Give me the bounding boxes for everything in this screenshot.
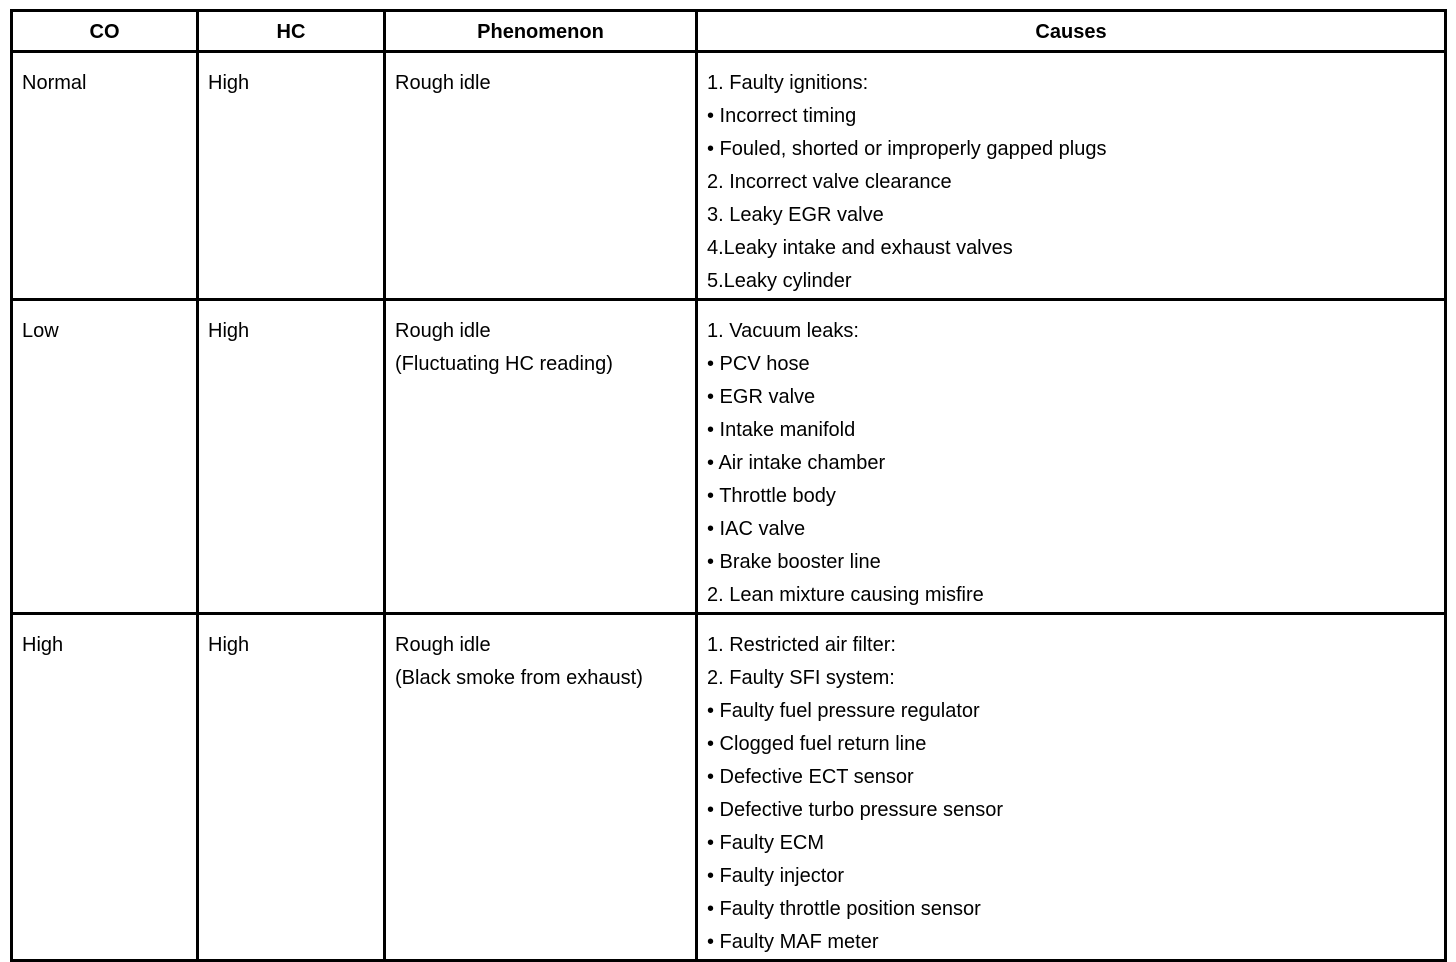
cause-item: • Clogged fuel return line xyxy=(707,733,927,755)
causes-list xyxy=(698,615,1444,959)
co-cell xyxy=(12,300,198,614)
cause-item: 1. Faulty ignitions: xyxy=(707,72,869,94)
cause-item: • IAC valve xyxy=(707,518,806,540)
co-value: High xyxy=(22,634,64,656)
cause-item: 2. Faulty SFI system: xyxy=(707,667,895,689)
cause-item: • Faulty injector xyxy=(707,865,845,887)
cause-item: • Faulty ECM xyxy=(707,832,825,854)
diagnosis-table xyxy=(10,9,1447,962)
hc-value: High xyxy=(208,634,250,656)
phenomenon-cell xyxy=(385,52,697,300)
header-co: CO xyxy=(12,11,198,52)
cause-item: • Faulty MAF meter xyxy=(707,931,879,953)
co-cell xyxy=(12,52,198,300)
cause-item: • Incorrect timing xyxy=(707,105,857,127)
phenomenon-line: (Black smoke from exhaust) xyxy=(395,667,643,689)
cause-item: 5.Leaky cylinder xyxy=(707,270,852,292)
phenomenon-line: (Fluctuating HC reading) xyxy=(395,353,613,375)
cause-item: • Fouled, shorted or improperly gapped plugs xyxy=(707,138,1107,160)
table-row xyxy=(12,52,1446,300)
cause-item: • Defective ECT sensor xyxy=(707,766,914,788)
hc-cell xyxy=(198,300,385,614)
hc-cell xyxy=(198,614,385,961)
phenomenon-cell xyxy=(385,614,697,961)
cause-item: 2. Incorrect valve clearance xyxy=(707,171,952,193)
table-row xyxy=(12,614,1446,961)
header-row xyxy=(12,11,1446,52)
hc-value: High xyxy=(208,320,250,342)
cause-item: • Brake booster line xyxy=(707,551,881,573)
cause-item: • Intake manifold xyxy=(707,419,856,441)
header-phenomenon: Phenomenon xyxy=(385,11,697,52)
phenomenon-line: Rough idle xyxy=(395,72,491,94)
hc-value: High xyxy=(208,72,250,94)
cause-item: 1. Vacuum leaks: xyxy=(707,320,859,342)
cause-item: 3. Leaky EGR valve xyxy=(707,204,884,226)
cause-item: • Faulty fuel pressure regulator xyxy=(707,700,980,722)
causes-cell xyxy=(697,614,1446,961)
causes-list xyxy=(698,301,1444,612)
cause-item: 4.Leaky intake and exhaust valves xyxy=(707,237,1013,259)
cause-item: • Defective turbo pressure sensor xyxy=(707,799,1004,821)
causes-cell xyxy=(697,52,1446,300)
cause-item: 2. Lean mixture causing misfire xyxy=(707,584,984,606)
co-cell xyxy=(12,614,198,961)
cause-item: 1. Restricted air filter: xyxy=(707,634,896,656)
phenomenon-line: Rough idle xyxy=(395,320,491,342)
co-value: Normal xyxy=(22,72,87,94)
cause-item: • Air intake chamber xyxy=(707,452,886,474)
phenomenon-line: Rough idle xyxy=(395,634,491,656)
co-value: Low xyxy=(22,320,59,342)
causes-list xyxy=(698,53,1444,298)
cause-item: • Throttle body xyxy=(707,485,836,507)
header-causes: Causes xyxy=(697,11,1446,52)
hc-cell xyxy=(198,52,385,300)
cause-item: • Faulty throttle position sensor xyxy=(707,898,981,920)
cause-item: • EGR valve xyxy=(707,386,816,408)
causes-cell xyxy=(697,300,1446,614)
phenomenon-cell xyxy=(385,300,697,614)
cause-item: • PCV hose xyxy=(707,353,810,375)
header-hc: HC xyxy=(198,11,385,52)
table-row xyxy=(12,300,1446,614)
